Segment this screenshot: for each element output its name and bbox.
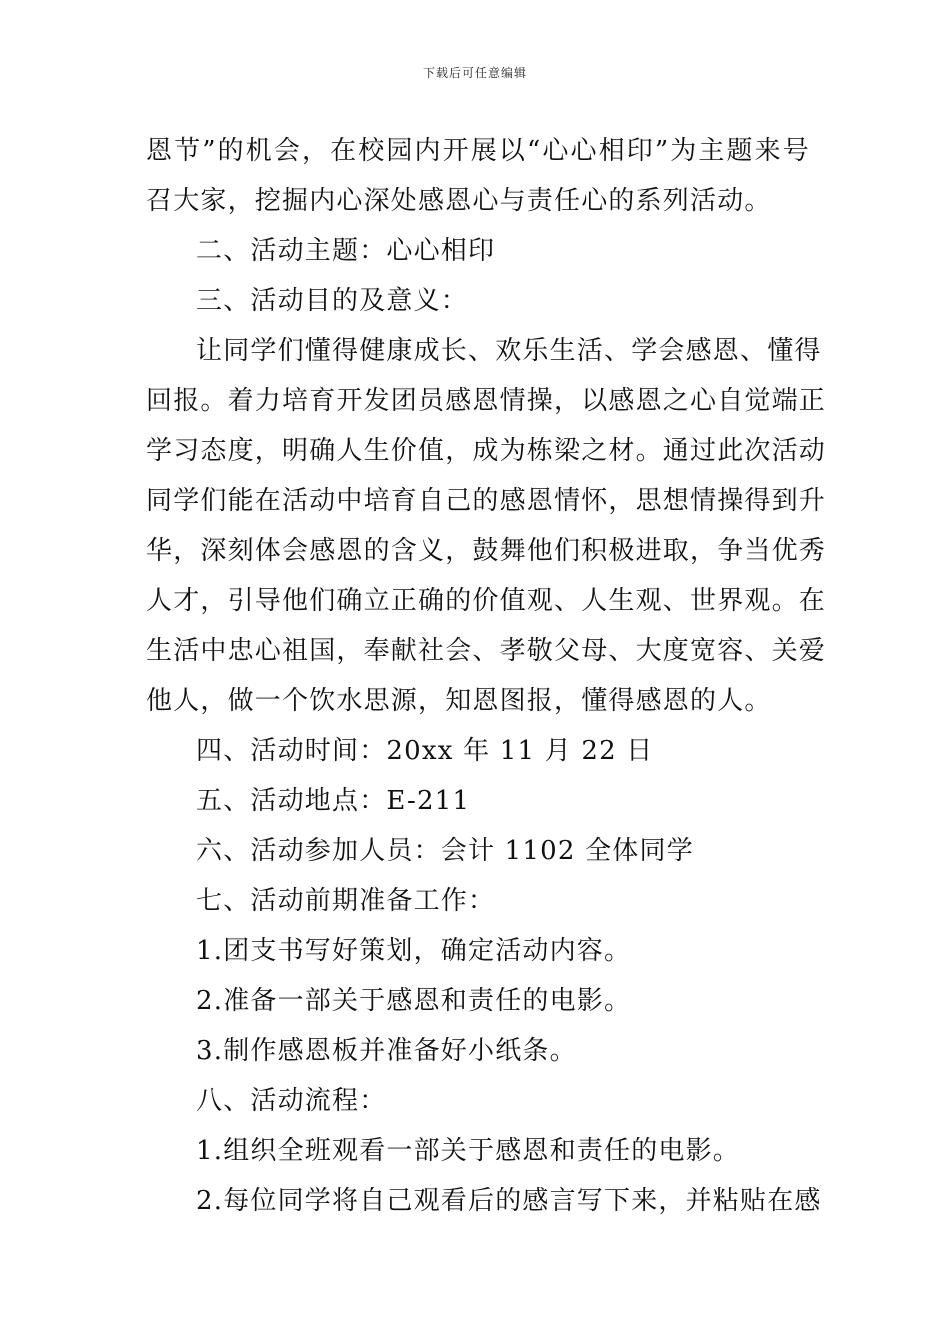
paragraph-line: 学习态度，明确人生价值，成为栋梁之材。通过此次活动 bbox=[146, 436, 827, 466]
list-item: 1.团支书写好策划，确定活动内容。 bbox=[196, 936, 632, 966]
paragraph-line: 同学们能在活动中培育自己的感恩情怀，思想情操得到升 bbox=[146, 486, 827, 516]
paragraph-line: 生活中忠心祖国，奉献社会、孝敬父母、大度宽容、关爱 bbox=[146, 636, 827, 666]
list-item: 2.准备一部关于感恩和责任的电影。 bbox=[196, 986, 632, 1016]
list-item: 3.制作感恩板并准备好小纸条。 bbox=[196, 1036, 577, 1066]
section-heading-preparation: 七、活动前期准备工作： bbox=[196, 886, 496, 916]
page-header: 下载后可任意编辑 bbox=[422, 66, 527, 80]
paragraph-line: 他人，做一个饮水思源，知恩图报，懂得感恩的人。 bbox=[146, 686, 772, 716]
paragraph-line: 人才，引导他们确立正确的价值观、人生观、世界观。在 bbox=[146, 586, 827, 616]
paragraph-line: 召大家，挖掘内心深处感恩心与责任心的系列活动。 bbox=[146, 186, 772, 216]
section-heading-purpose: 三、活动目的及意义： bbox=[196, 286, 469, 316]
section-heading-time: 四、活动时间：20xx 年 11 月 22 日 bbox=[196, 736, 654, 766]
list-item: 1.组织全班观看一部关于感恩和责任的电影。 bbox=[196, 1136, 741, 1166]
paragraph-line: 让同学们懂得健康成长、欢乐生活、学会感恩、懂得 bbox=[196, 336, 822, 366]
list-item: 2.每位同学将自己观看后的感言写下来，并粘贴在感 bbox=[196, 1186, 822, 1216]
section-heading-location: 五、活动地点：E-211 bbox=[196, 786, 471, 816]
paragraph-line: 华，深刻体会感恩的含义，鼓舞他们积极进取，争当优秀 bbox=[146, 536, 827, 566]
paragraph-line: 恩节”的机会，在校园内开展以“心心相印”为主题来号 bbox=[146, 136, 810, 166]
section-heading-theme: 二、活动主题：心心相印 bbox=[196, 236, 496, 266]
section-heading-process: 八、活动流程： bbox=[196, 1086, 387, 1116]
document-body bbox=[146, 126, 827, 1226]
section-heading-participants: 六、活动参加人员：会计 1102 全体同学 bbox=[196, 836, 694, 866]
paragraph-line: 回报。着力培育开发团员感恩情操，以感恩之心自觉端正 bbox=[146, 386, 827, 416]
